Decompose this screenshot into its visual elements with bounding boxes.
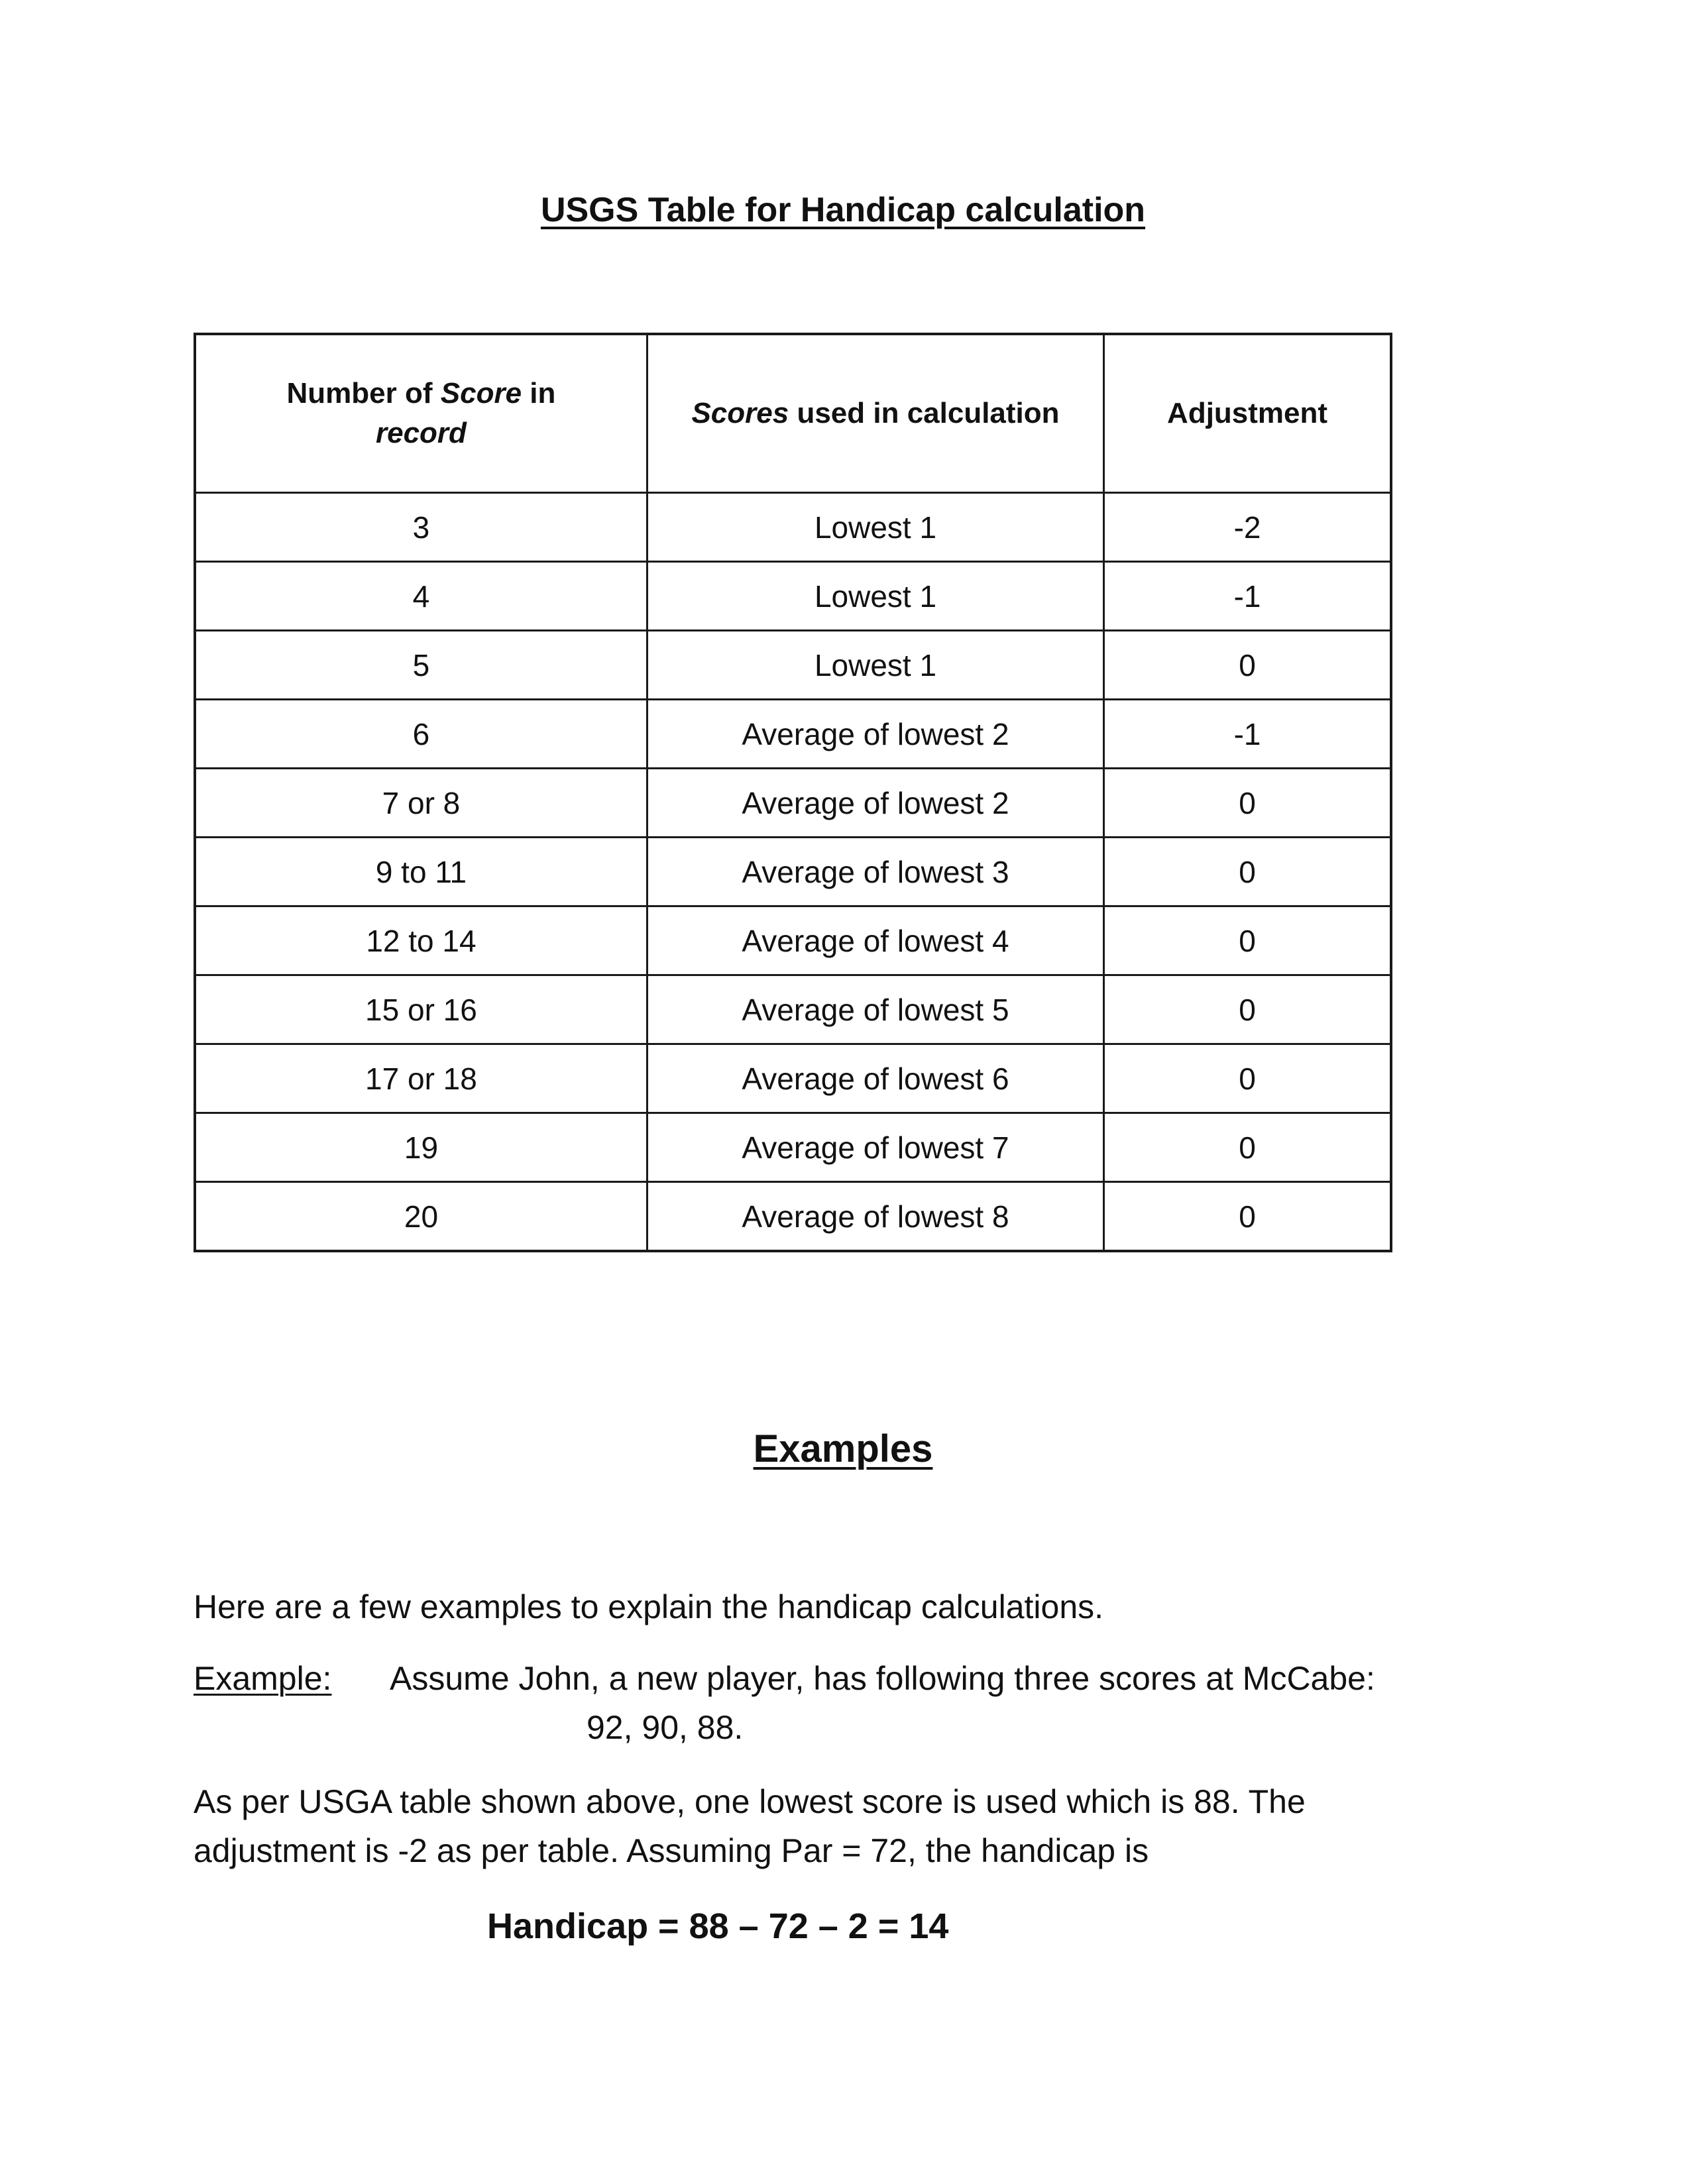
cell-adjustment: -1 (1104, 700, 1391, 769)
example-scores: 92, 90, 88. (587, 1709, 744, 1746)
cell-adjustment: 0 (1104, 769, 1391, 838)
cell-adjustment: 0 (1104, 1182, 1391, 1252)
cell-number-of-scores: 12 to 14 (195, 906, 647, 975)
explanation-line-2: adjustment is -2 as per table. Assuming Par = 72, the handicap is (194, 1832, 1149, 1869)
header-adjustment: Adjustment (1104, 334, 1391, 493)
cell-scores-used: Average of lowest 4 (647, 906, 1103, 975)
cell-scores-used: Average of lowest 7 (647, 1113, 1103, 1182)
cell-scores-used: Lowest 1 (647, 562, 1103, 631)
cell-number-of-scores: 19 (195, 1113, 647, 1182)
table-row (195, 769, 1391, 838)
table-header-row (195, 334, 1391, 493)
cell-number-of-scores: 3 (195, 493, 647, 562)
table-row (195, 493, 1391, 562)
table-row (195, 1182, 1391, 1252)
table-row (195, 1044, 1391, 1113)
table-row (195, 975, 1391, 1044)
header-scores-used-italic: Scores (691, 397, 789, 429)
table-row (195, 838, 1391, 906)
header-number-of-scores-text-1: Number of (286, 377, 441, 410)
header-scores-used-text: used in calculation (789, 397, 1060, 429)
cell-adjustment: 0 (1104, 906, 1391, 975)
handicap-formula: Handicap = 88 – 72 – 2 = 14 (487, 1906, 949, 1946)
table-row (195, 906, 1391, 975)
cell-number-of-scores: 9 to 11 (195, 838, 647, 906)
header-number-of-scores-text-2: in (522, 377, 556, 410)
cell-scores-used: Average of lowest 8 (647, 1182, 1103, 1252)
cell-scores-used: Lowest 1 (647, 631, 1103, 700)
cell-scores-used: Lowest 1 (647, 493, 1103, 562)
cell-number-of-scores: 15 or 16 (195, 975, 647, 1044)
cell-number-of-scores: 20 (195, 1182, 647, 1252)
table-row (195, 562, 1391, 631)
example-label: Example: (194, 1660, 332, 1697)
cell-adjustment: -1 (1104, 562, 1391, 631)
cell-number-of-scores: 4 (195, 562, 647, 631)
cell-number-of-scores: 5 (195, 631, 647, 700)
cell-adjustment: 0 (1104, 975, 1391, 1044)
cell-adjustment: 0 (1104, 1044, 1391, 1113)
intro-paragraph: Here are a few examples to explain the handicap calculations. (194, 1588, 1104, 1625)
header-number-of-scores (195, 334, 647, 493)
cell-scores-used: Average of lowest 5 (647, 975, 1103, 1044)
cell-scores-used: Average of lowest 2 (647, 700, 1103, 769)
header-scores-used (647, 334, 1103, 493)
header-number-of-scores-italic-2: record (375, 417, 467, 449)
table-row (195, 700, 1391, 769)
cell-number-of-scores: 7 or 8 (195, 769, 647, 838)
cell-adjustment: 0 (1104, 838, 1391, 906)
cell-scores-used: Average of lowest 2 (647, 769, 1103, 838)
cell-scores-used: Average of lowest 6 (647, 1044, 1103, 1113)
cell-number-of-scores: 6 (195, 700, 647, 769)
cell-adjustment: 0 (1104, 1113, 1391, 1182)
header-number-of-scores-italic-1: Score (440, 377, 522, 410)
examples-heading: Examples (753, 1427, 933, 1470)
table-row (195, 1113, 1391, 1182)
example-text: Assume John, a new player, has following three scores at McCabe: (390, 1660, 1375, 1697)
cell-number-of-scores: 17 or 18 (195, 1044, 647, 1113)
cell-adjustment: -2 (1104, 493, 1391, 562)
page-title: USGS Table for Handicap calculation (540, 191, 1146, 229)
table-row (195, 631, 1391, 700)
handicap-table (194, 333, 1392, 1252)
cell-adjustment: 0 (1104, 631, 1391, 700)
cell-scores-used: Average of lowest 3 (647, 838, 1103, 906)
explanation-line-1: As per USGA table shown above, one lowest score is used which is 88. The (194, 1783, 1306, 1820)
